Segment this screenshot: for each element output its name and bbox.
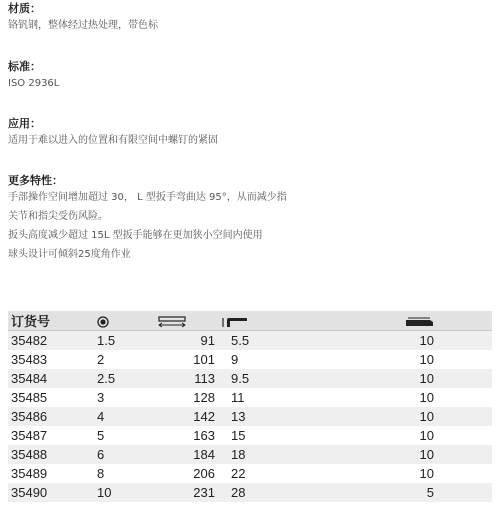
order-no-cell: 35490 [8, 483, 97, 502]
table-row [8, 331, 492, 351]
ball-size-cell: 3 [97, 390, 105, 405]
material-text [8, 16, 492, 35]
package-qty-cell: 10 [321, 331, 492, 351]
length-cell: 101 [193, 352, 215, 367]
length-arrow-icon [157, 316, 187, 328]
features-section [8, 174, 492, 264]
spec-table [8, 311, 492, 502]
ball-size-cell: 5 [97, 428, 105, 443]
ball-size-cell: 2 [97, 352, 105, 367]
short-arm-cell: 13 [215, 407, 321, 426]
order-no-cell: 35484 [8, 369, 97, 388]
short-arm-cell: 28 [215, 483, 321, 502]
table-row [8, 388, 492, 407]
ball-end-header [97, 311, 141, 331]
order-no-cell: 35487 [11, 428, 48, 443]
order-no-cell: 35483 [11, 352, 48, 367]
short-arm-cell: 15 [231, 428, 246, 443]
short-arm-cell: 22 [231, 466, 246, 481]
length-cell: 184 [141, 445, 215, 464]
short-arm-cell: 9 [231, 352, 239, 367]
feature-line: 球头设计可倾斜25度角作业 [8, 249, 131, 260]
ball-size-cell: 2.5 [97, 369, 141, 388]
order-no-cell: 35485 [11, 390, 48, 405]
table-row [8, 464, 492, 483]
package-qty-cell: 10 [321, 407, 492, 426]
package-qty-cell: 5 [321, 483, 492, 502]
application-section [8, 117, 492, 150]
features-text [8, 188, 492, 264]
order-no-cell: 35489 [11, 466, 48, 481]
table-row [8, 426, 492, 445]
table-header-row [8, 311, 492, 331]
length-cell: 113 [141, 369, 215, 388]
short-arm-cell: 9.5 [215, 369, 321, 388]
package-qty-cell: 10 [321, 445, 492, 464]
standard-heading: 标准： [8, 60, 41, 73]
ball-size-cell: 8 [97, 466, 105, 481]
table-body [8, 331, 492, 503]
short-arm-cell: 11 [231, 390, 245, 405]
package-qty-cell: 10 [321, 369, 492, 388]
material-heading: 材质： [8, 2, 41, 15]
table-row [8, 369, 492, 388]
ball-size-cell: 6 [97, 445, 141, 464]
ball-size-cell: 10 [97, 483, 141, 502]
material-section [8, 2, 492, 35]
features-heading: 更多特性： [8, 174, 63, 187]
short-arm-cell: 5.5 [215, 331, 321, 351]
short-arm-cell: 18 [215, 445, 321, 464]
package-qty-cell: 10 [419, 466, 434, 481]
table-row [8, 350, 492, 369]
ball-end-icon [97, 316, 109, 328]
length-header [141, 311, 215, 331]
order-no-header: 订货号 [8, 311, 97, 331]
table-row [8, 407, 492, 426]
length-cell: 231 [141, 483, 215, 502]
length-cell: 163 [193, 428, 215, 443]
ball-size-cell: 1.5 [97, 331, 141, 351]
package-qty-cell: 10 [419, 352, 434, 367]
ball-size-cell: 4 [97, 407, 141, 426]
feature-line: 扳头高度减少超过 15L 型扳手能够在更加狭小空间内使用 [8, 230, 263, 241]
package-qty-header [321, 311, 492, 331]
application-line: 适用于难以进入的位置和有限空间中螺钉的紧固 [8, 135, 218, 146]
length-cell: 206 [193, 466, 215, 481]
package-qty-icon [404, 316, 434, 328]
short-arm-icon [221, 316, 249, 328]
package-qty-cell: 10 [419, 390, 434, 405]
order-no-cell: 35488 [8, 445, 97, 464]
application-heading: 应用： [8, 117, 41, 130]
standard-line: ISO 2936L [8, 78, 60, 89]
application-text [8, 131, 492, 150]
standard-text [8, 74, 492, 93]
length-cell: 142 [141, 407, 215, 426]
table-row [8, 483, 492, 502]
table-row [8, 445, 492, 464]
standard-section [8, 60, 492, 93]
feature-line: 关节和指尖受伤风险。 [8, 211, 108, 222]
length-cell: 91 [141, 331, 215, 351]
length-cell: 128 [193, 390, 215, 405]
material-line: 铬钒钢，整体经过热处理，带色标 [8, 20, 158, 31]
package-qty-cell: 10 [419, 428, 434, 443]
feature-line: 手部操作空间增加超过 30， L 型扳手弯曲达 95°，从而减少指 [8, 192, 287, 203]
order-no-cell: 35482 [8, 331, 97, 351]
order-no-cell: 35486 [8, 407, 97, 426]
short-arm-header [215, 311, 321, 331]
